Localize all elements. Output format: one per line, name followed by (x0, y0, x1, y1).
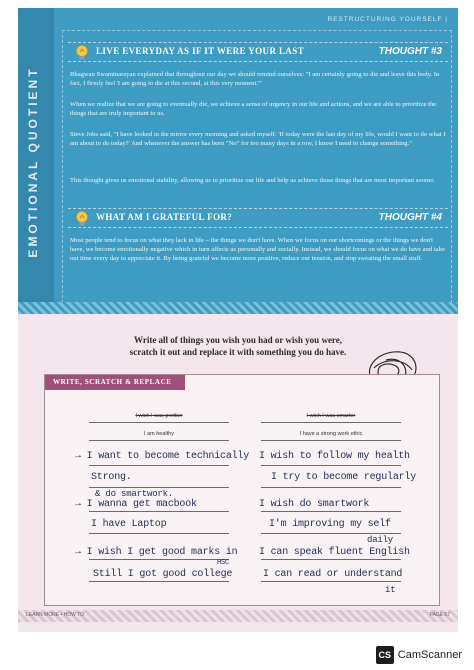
thought-3-number: THOUGHT #3 (378, 46, 442, 57)
handwritten-entry: I try to become regularly (271, 472, 417, 483)
exercise-panel (18, 314, 458, 632)
handwritten-entry: → I want to become technically (75, 451, 250, 462)
handwritten-entry: I can read or understand (263, 569, 403, 580)
example-right-struck: I wish I was smarter (306, 413, 356, 419)
camscanner-watermark (376, 646, 462, 664)
write-scratch-replace-title: WRITE, SCRATCH & REPLACE (45, 375, 185, 390)
thought-4-paragraph: Most people tend to focus on what they lack in life – the things we don't have. When we focus on our shortcomings or the things we don't have, we become emotionally negative which in turn affects us personally and socially. Instead, we should focus on what we do have and take out time every day to appreciate it. By being grateful we become more positive, reduce our tension, and stop sweating the small stuff. (70, 237, 445, 263)
decorative-border (18, 302, 458, 314)
example-left-struck: I wish I was prettier (135, 413, 183, 419)
camscanner-logo-icon: CS (376, 646, 394, 664)
lightbulb-icon (74, 44, 90, 61)
thought-3-paragraph-2: When we realize that we are going to eventually die, we achieve a sense of urgency in our life and actions, and we are able to prioritize the things that are truly important to us. (70, 101, 437, 118)
thought-4-number: THOUGHT #4 (378, 212, 442, 223)
thought-3-header (68, 42, 448, 62)
field-line (89, 581, 229, 582)
thoughts-panel (18, 8, 458, 312)
field-line (261, 581, 401, 582)
scanned-page (18, 8, 458, 632)
footer-left-text: LEARN MORE • HOW TO (26, 612, 84, 618)
page-number: PAGE 57 (429, 612, 450, 618)
field-line (89, 440, 229, 441)
field-line (261, 559, 401, 560)
handwritten-entry: HSC (217, 559, 230, 567)
lightbulb-icon (74, 210, 90, 227)
exercise-instruction (88, 334, 388, 358)
field-line (89, 511, 229, 512)
thought-4-header (68, 208, 448, 228)
handwritten-entry: I'm improving my self (269, 519, 391, 530)
field-line (261, 533, 401, 534)
field-line (261, 440, 401, 441)
field-line (261, 465, 401, 466)
field-line (261, 422, 401, 423)
handwritten-entry: daily (367, 535, 394, 545)
handwritten-entry: it (385, 585, 396, 595)
field-line (261, 511, 401, 512)
thought-3-title: LIVE EVERYDAY AS IF IT WERE YOUR LAST (96, 46, 305, 56)
field-line (89, 559, 229, 560)
handwritten-entry: I wish to follow my health (259, 451, 410, 462)
instruction-line-1: Write all of things you wish you had or wish you were, (133, 335, 343, 345)
thought-3-paragraph-1: Bhagwan Swaminarayan explained that throughout our day we should remind ourselves: "I am certainly going to die and leave this body. In fact, I firmly feel 'I am going to die at this second, at this very moment.'" (70, 71, 440, 88)
handwritten-entry: → I wish I get good marks in (75, 547, 238, 558)
handwritten-entry: I can speak fluent English (259, 547, 410, 558)
handwritten-entry: I have Laptop (91, 519, 167, 530)
field-line (89, 533, 229, 534)
example-left: I am healthy (144, 431, 174, 437)
field-line (89, 422, 229, 423)
handwritten-entry: Still I got good college (93, 569, 233, 580)
instruction-line-2: scratch it out and replace it with something you do have. (129, 347, 347, 357)
thought-3-paragraph-3: Steve Jobs said, "I have looked in the mirror every morning and asked myself: 'If today were the last day of my life, would I want to do what I am about to do today?' And whenever the answer has been "No" for too many days in a row, I know I need to change something." (70, 131, 446, 148)
example-right: I have a strong work ethic (299, 431, 363, 437)
chapter-header: RESTRUCTURING YOURSELF | (327, 16, 448, 23)
field-line (89, 465, 229, 466)
vertical-section-label: EMOTIONAL QUOTIENT (26, 66, 40, 258)
write-scratch-replace-box (44, 374, 440, 606)
handwritten-entry: I wish do smartwork (259, 499, 370, 510)
field-line (89, 487, 229, 488)
handwritten-entry: & do smartwork. (95, 489, 174, 499)
thought-3-paragraph-4: This thought gives us emotional stability, allowing us to prioritize our life and help us achieve those things that are most important sooner. (70, 177, 435, 184)
handwritten-entry: Strong. (91, 472, 132, 483)
handwritten-entry: → I wanna get macbook (75, 499, 197, 510)
camscanner-label: CamScanner (397, 649, 462, 661)
field-line (261, 487, 401, 488)
decorative-footer-border (18, 610, 458, 622)
thought-4-title: WHAT AM I GRATEFUL FOR? (96, 212, 233, 222)
